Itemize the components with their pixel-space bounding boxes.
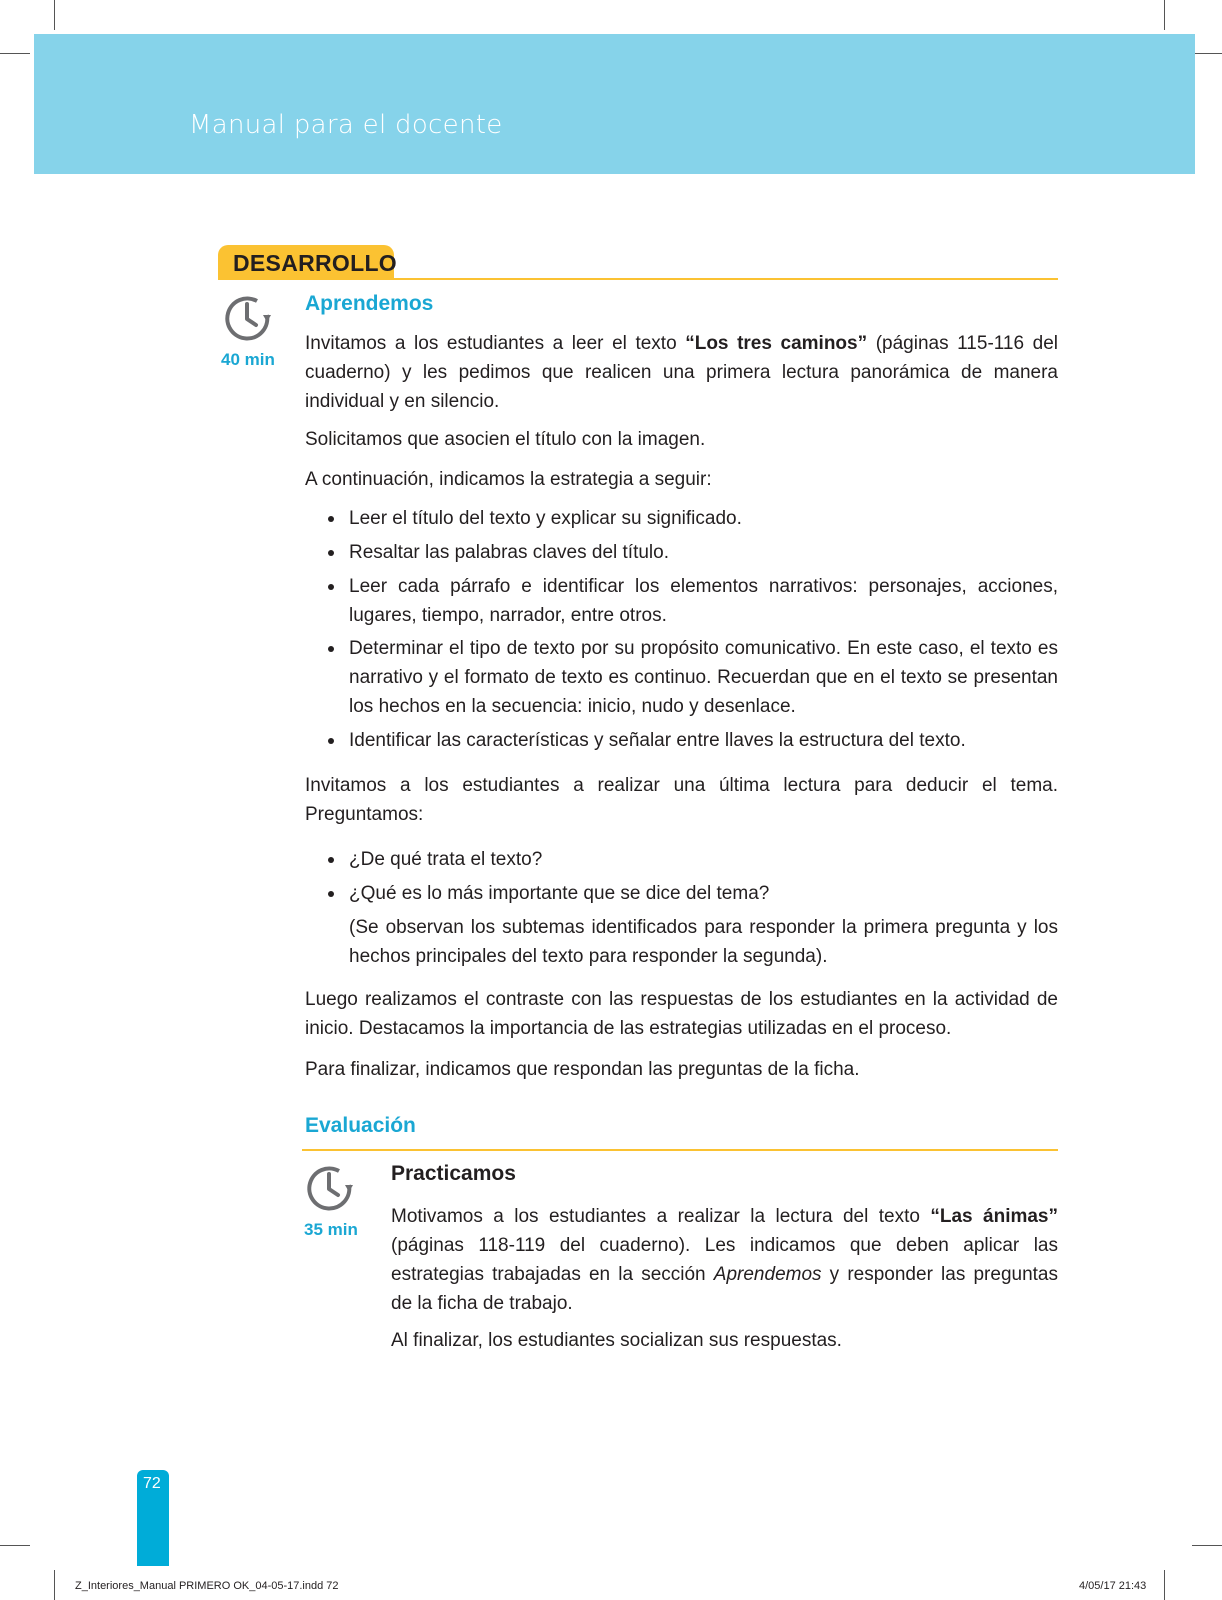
header-band xyxy=(34,34,1195,174)
list-item: ¿Qué es lo más importante que se dice del tema? xyxy=(349,879,1058,908)
paragraph: Invitamos a los estudiantes a realizar una última lectura para deducir el tema. Preguntamos: xyxy=(305,775,1058,825)
paragraph: Al finalizar, los estudiantes socializan sus respuestas. xyxy=(391,1330,842,1351)
subsection-heading: Aprendemos xyxy=(305,292,434,315)
paragraph: Motivamos a los estudiantes a realizar la lectura del texto “Las ánimas” (páginas 118-119 del cuaderno). Les indicamos que deben aplicar las estrategias trabajadas en la sección Aprendemos y responder las preguntas de la ficha de trabajo. xyxy=(391,1206,1059,1314)
duration-label: 35 min xyxy=(304,1220,358,1239)
print-timestamp: 4/05/17 21:43 xyxy=(1079,1580,1147,1592)
page-number: 72 xyxy=(143,1475,161,1492)
section-heading-evaluacion: Evaluación xyxy=(305,1114,416,1137)
page-header-title: Manual para el docente xyxy=(189,110,503,140)
crop-mark xyxy=(0,1545,30,1546)
clock-icon xyxy=(305,1163,355,1213)
section-rule xyxy=(218,278,1058,280)
crop-mark xyxy=(54,1570,55,1600)
list-item: Leer cada párrafo e identificar los elementos narrativos: personajes, acciones, lugares, tiempo, narrador, entre otros. xyxy=(349,572,1058,630)
paragraph: A continuación, indicamos la estrategia a seguir: xyxy=(305,469,712,490)
duration-label: 40 min xyxy=(221,350,275,369)
list-item: Resaltar las palabras claves del título. xyxy=(349,538,1058,567)
crop-mark xyxy=(1192,1545,1222,1546)
subsection-heading: Practicamos xyxy=(391,1162,516,1185)
clock-icon xyxy=(223,293,273,343)
paragraph: Para finalizar, indicamos que respondan las preguntas de la ficha. xyxy=(305,1059,860,1080)
paragraph: Invitamos a los estudiantes a leer el texto “Los tres caminos” (páginas 115-116 del cuaderno) y les pedimos que realicen una primera lectura panorámica de manera individual y en silencio. xyxy=(305,333,1058,412)
evaluation-rule xyxy=(302,1149,1058,1151)
crop-mark xyxy=(1164,0,1165,30)
list-item: Leer el título del texto y explicar su significado. xyxy=(349,504,1058,533)
section-tab xyxy=(218,245,397,279)
print-slug: Z_Interiores_Manual PRIMERO OK_04-05-17.indd 72 xyxy=(75,1580,339,1592)
question-note: (Se observan los subtemas identificados para responder la primera pregunta y los hechos principales del texto para responder la segunda). xyxy=(349,917,1058,967)
crop-mark xyxy=(54,0,55,30)
list-item: Identificar las características y señalar entre llaves la estructura del texto. xyxy=(349,726,1058,755)
section-label: DESARROLLO xyxy=(233,250,397,276)
crop-mark xyxy=(1192,53,1222,54)
paragraph: Luego realizamos el contraste con las respuestas de los estudiantes en la actividad de inicio. Destacamos la importancia de las estrategias utilizadas en el proceso. xyxy=(305,989,1058,1039)
list-item: ¿De qué trata el texto? xyxy=(349,845,1058,874)
crop-mark xyxy=(0,53,30,54)
paragraph: Solicitamos que asocien el título con la imagen. xyxy=(305,429,706,450)
list-item: Determinar el tipo de texto por su propósito comunicativo. En este caso, el texto es narrativo y el formato de texto es continuo. Recuerdan que en el texto se presentan los hechos en la secuencia: inicio, nudo y desenlace. xyxy=(349,634,1058,721)
crop-mark xyxy=(1164,1570,1165,1600)
